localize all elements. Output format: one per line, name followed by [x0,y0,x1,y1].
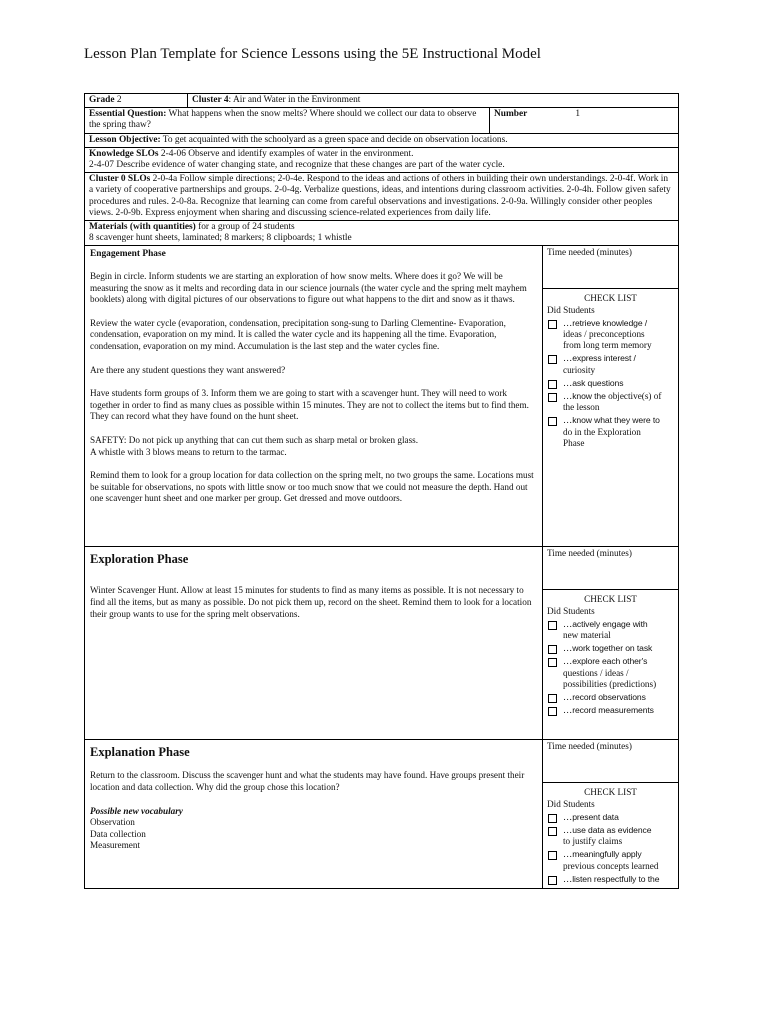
checklist-item [547,825,674,847]
checkbox-icon [548,645,557,654]
checklist-item-handwritten: meaningfully apply [572,849,642,860]
checklist-item-handwritten: use data as evidence [572,825,652,836]
cluster0-slos-label: Cluster 0 SLOs [89,174,151,185]
objective-label: Lesson Objective: [89,134,161,145]
engagement-paragraph: A whistle with 3 blows means to return to the tarmac. [90,446,287,457]
engagement-paragraph: Begin in circle. Inform students we are starting an exploration of how snow melts. Where does it go? We will be measuring the snow as it melts and recording data in our science journals (the water cycle and the spring melt mayhem booklets) along with digital pictures of our observations to figure out what happens to the dirt and snow as it thaws. [90,271,527,305]
checklist-item-handwritten: record observations [572,692,646,703]
checklist-item-text [563,705,674,716]
essential-question-row [85,108,679,133]
checkbox-icon [548,851,557,860]
knowledge-slos-cell [85,147,679,172]
objective-text: To get acquainted with the schoolyard as a green space and decide on observation locations. [162,134,508,145]
checklist-item [547,619,674,641]
cluster-label: Cluster 4 [192,95,229,105]
checkbox-icon [548,876,557,885]
checklist-item-handwritten: record measurements [572,705,654,716]
checklist-item [547,692,674,703]
checklist-item [547,353,674,375]
checklist-item-continuation: curiosity [563,364,596,375]
checklist-item-continuation: possibilities (predictions) [563,678,657,689]
checklist-item-continuation: questions / ideas / [563,667,629,678]
explanation-time-label: Time needed (minutes) [547,741,632,752]
exploration-time-cell [543,547,679,590]
engagement-paragraph: Have students form groups of 3. Inform them we are going to start with a scavenger hunt. They will need to work together in order to find as many clues as possible within 15 minutes. They are not to collect the items but to find them. They can record what they have found on the hunt sheet. [90,388,529,422]
engagement-time-label: Time needed (minutes) [547,247,632,258]
cluster0-slos-text: 2-0-4a Follow simple directions; 2-0-4e. Respond to the ideas and actions of others in building their own understandings. 2-0-4f. Work in a variety of cooperative partnerships and groups. 2-0-4g. Verbalize questions, ideas, and intentions during classroom activities. 2-0-4h. Follow given safety procedures and rules. 2-0-8a. Recognize that learning can come from careful observations and investigations. 2-0-9a. Willingly consider other peoples views. 2-0-9b. Express enjoyment when sharing and discussing science-related experiences from daily life. [89,174,671,218]
checklist-item-continuation: to justify claims [563,836,623,847]
exploration-time-label: Time needed (minutes) [547,548,632,559]
checklist-item-continuation: previous concepts learned [563,860,659,871]
engagement-checklist-items [547,318,674,449]
checklist-subtitle: Did Students [547,605,595,616]
checklist-item-text [563,849,674,871]
checklist-title: CHECK LIST [584,594,637,605]
checkbox-icon [548,320,557,329]
exploration-paragraph: Winter Scavenger Hunt. Allow at least 15 minutes for students to find as many items as possible. It is not necessary to find all the items, but as many as possible. Do not pick them up, record on the sheet. Remind them to look for a location their group wants to use for the spring melt observations. [90,585,532,619]
checklist-item [547,415,674,449]
explanation-checklist [543,783,679,889]
checklist-item-continuation: ideas / preconceptions [563,329,645,340]
checklist-title: CHECK LIST [584,787,637,798]
checklist-item-text [563,391,674,413]
explanation-row-top [85,740,679,783]
checklist-item-handwritten: work together on task [572,643,653,654]
checklist-item-handwritten: present data [572,811,619,822]
checklist-item-handwritten: express interest / [572,353,636,364]
engagement-row-top [85,246,679,289]
checklist-subtitle: Did Students [547,798,595,809]
exploration-checklist [543,590,679,740]
knowledge-slo-2: 2-4-07 Describe evidence of water changing state, and recognize that these changes are part of the water cycle. [89,160,505,171]
checklist-item-ellipsis: … [563,705,573,716]
checklist-item-ellipsis: … [563,849,573,860]
checklist-item-continuation: from long term memory [563,340,652,351]
checkbox-icon [548,827,557,836]
checklist-item [547,391,674,413]
number-label: Number [494,109,528,120]
lesson-plan-table [84,93,679,889]
checklist-item [547,812,674,823]
checklist-item-text [563,643,674,654]
explanation-phase-title: Explanation Phase [90,745,190,760]
checklist-item-ellipsis: … [563,692,573,703]
checklist-item-continuation: the lesson [563,402,600,413]
checklist-item-ellipsis: … [563,811,573,822]
checklist-item-text [563,656,674,690]
essential-question-cell [85,108,490,133]
exploration-row-top [85,547,679,590]
checklist-item-text [563,378,674,389]
engagement-phase-title: Engagement Phase [90,249,166,260]
checklist-item-handwritten: listen respectfully to the [572,873,660,884]
engagement-paragraph: SAFETY: Do not pick up anything that can cut them such as sharp metal or broken glass. [90,434,419,445]
checklist-item-ellipsis: … [563,391,573,402]
checkbox-icon [548,393,557,402]
checklist-item-handwritten: explore each other's [572,656,648,667]
engagement-phase-cell [85,246,543,547]
checkbox-icon [548,621,557,630]
essential-question-text: What happens when the snow melts? Where should we collect our data to observe the spring thaw? [89,109,477,131]
checkbox-icon [548,355,557,364]
explanation-time-cell [543,740,679,783]
checklist-item [547,643,674,654]
checklist-item-ellipsis: … [563,618,573,629]
checkbox-icon [548,814,557,823]
materials-list: 8 scavenger hunt sheets, laminated; 8 markers; 8 clipboards; 1 whistle [89,233,352,244]
checkbox-icon [548,658,557,667]
engagement-paragraph: Are there any student questions they want answered? [90,364,286,375]
checklist-item-continuation: Phase [563,437,585,448]
checklist-item-ellipsis: … [563,317,573,328]
cluster-value: : Air and Water in the Environment [228,95,361,105]
grade-row [85,94,679,108]
checklist-item-text [563,874,674,885]
number-value: 1 [575,109,581,120]
checklist-item-rest: objective(s) of [605,391,662,402]
grade-value: 2 [116,95,122,105]
vocabulary-item: Measurement [90,840,141,851]
materials-label: Materials (with quantities) [89,222,196,233]
checklist-item-continuation: new material [563,630,611,641]
document-title: Lesson Plan Template for Science Lessons using the 5E Instructional Model [84,46,541,62]
checklist-item-ellipsis: … [563,825,573,836]
checklist-item-text [563,619,674,641]
vocabulary-heading: Possible new vocabulary [90,805,183,816]
checklist-item-ellipsis: … [563,656,573,667]
checkbox-icon [548,417,557,426]
checklist-item-text [563,825,674,847]
checklist-item-ellipsis: … [563,377,573,388]
checklist-item-ellipsis: … [563,643,573,654]
engagement-time-cell [543,246,679,289]
grade-cell [85,94,188,108]
explanation-checklist-items [547,812,674,885]
essential-question-label: Essential Question: [89,109,167,120]
materials-text: for a group of 24 students [198,222,295,233]
materials-cell [85,221,679,246]
checklist-item-text [563,353,674,375]
explanation-phase-cell [85,740,543,889]
vocabulary-item: Data collection [90,828,146,839]
grade-label: Grade [89,95,115,105]
checklist-item-ellipsis: … [563,873,573,884]
checklist-item-handwritten: retrieve knowledge / [572,317,648,328]
checklist-item-text [563,318,674,352]
checklist-item [547,874,674,885]
checklist-item-handwritten: actively engage with [572,618,648,629]
checklist-item [547,705,674,716]
vocabulary-item: Observation [90,817,135,828]
engagement-paragraph: Remind them to look for a group location for data collection on the spring melt, no two groups the same. Locations must be suitable for observations, no spots with little snow or too much snow that we could not measure the depth. Hand out one scavenger hunt sheet and one marker per group. Get dressed and move outdoors. [90,470,534,504]
checklist-subtitle: Did Students [547,304,595,315]
checklist-item [547,318,674,352]
checklist-item-handwritten: ask questions [572,377,624,388]
objective-cell [85,133,679,147]
checklist-item-continuation: do in the Exploration [563,426,641,437]
checklist-item-ellipsis: … [563,353,573,364]
cluster-cell [188,94,679,108]
engagement-checklist [543,289,679,547]
checklist-item [547,656,674,690]
materials-row [85,221,679,246]
checklist-item-text [563,812,674,823]
checklist-item [547,378,674,389]
knowledge-slos-label: Knowledge SLOs [89,148,159,159]
exploration-phase-title: Exploration Phase [90,552,189,567]
number-cell [490,108,679,133]
checklist-title: CHECK LIST [584,293,637,304]
explanation-paragraph: Return to the classroom. Discuss the scavenger hunt and what the students may have found. Have groups present their location and data collection. Why did the group chose this location? [90,770,525,793]
checkbox-icon [548,707,557,716]
checklist-item-text [563,692,674,703]
exploration-checklist-items [547,619,674,717]
checklist-item-handwritten: know the [572,391,606,402]
checklist-item-ellipsis: … [563,415,573,426]
checkbox-icon [548,694,557,703]
objective-row [85,133,679,147]
checkbox-icon [548,380,557,389]
cluster0-slos-cell [85,173,679,221]
exploration-phase-cell [85,547,543,740]
checklist-item-handwritten: know what they were to [572,415,660,426]
cluster0-slos-row [85,173,679,221]
knowledge-slos-row [85,147,679,172]
engagement-paragraph: Review the water cycle (evaporation, condensation, precipitation song-sung to Darling Clementine- Evaporation, condensation, evaporation on my mind. It is called the water cycle and its happening all the time. Evaporation, condensation, evaporation on my mind. Accumulation is the last step and the water cycles fine. [90,317,506,351]
checklist-item [547,849,674,871]
knowledge-slo-1: 2-4-06 Observe and identify examples of water in the environment. [160,148,414,159]
checklist-item-text [563,415,674,449]
